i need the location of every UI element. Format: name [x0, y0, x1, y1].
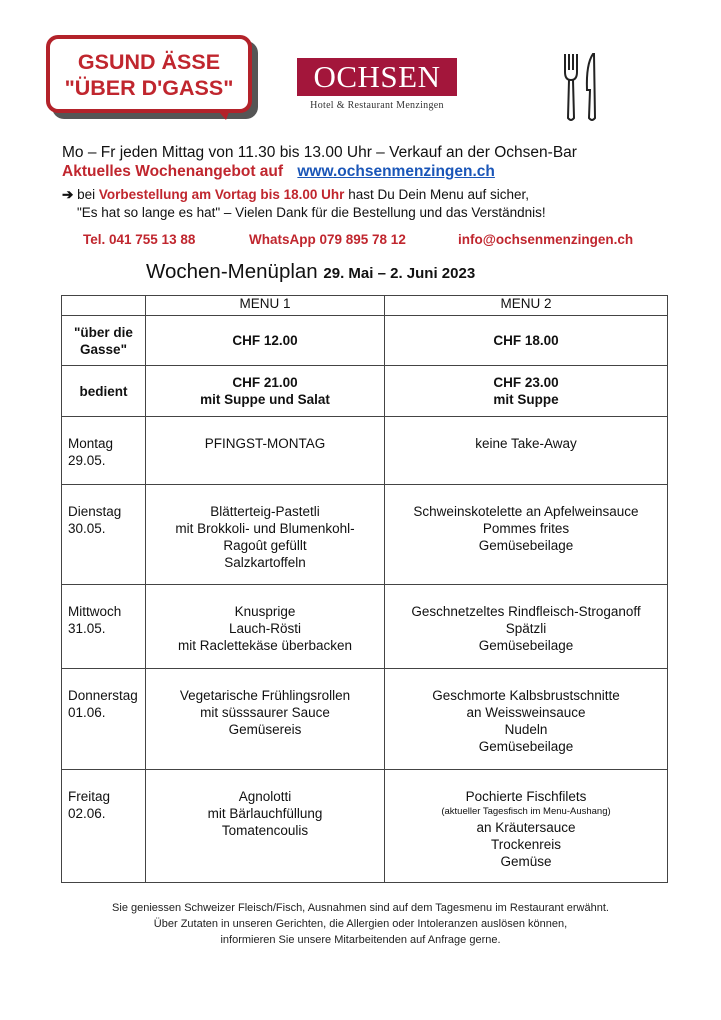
price-menu1 [146, 316, 385, 366]
ochsen-logo: OCHSEN [297, 58, 457, 96]
price-line: CHF 18.00 [493, 333, 559, 348]
header-empty [62, 296, 146, 316]
menu1-cell [146, 585, 385, 669]
day-cell [62, 669, 146, 770]
table-row [62, 417, 668, 485]
meal-line: Gemüsebeilage [478, 638, 574, 653]
header-menu2: MENU 2 [385, 296, 668, 316]
meal-line: mit Brokkoli- und Blumenkohl- [175, 521, 355, 536]
meal-line: Gemüsebeilage [478, 538, 574, 553]
meal-line: Geschnetzeltes Rindfleisch-Stroganoff [411, 604, 641, 619]
menu2-cell [385, 770, 668, 883]
day-cell [62, 770, 146, 883]
price-row-served [62, 366, 668, 417]
meal-line: Geschmorte Kalbsbrustschnitte [432, 688, 620, 703]
meal-line: mit süsssaurer Sauce [200, 705, 330, 720]
price-line: mit Suppe [493, 392, 559, 407]
menu2-cell [385, 485, 668, 585]
price-label: bedient [62, 366, 146, 417]
day-name: Dienstag [68, 504, 122, 519]
menu1-cell [146, 417, 385, 485]
price-label: "über die Gasse" [62, 316, 146, 366]
meal-line: mit Raclettekäse überbacken [177, 638, 353, 653]
menu2-cell [385, 669, 668, 770]
website-link[interactable]: www.ochsenmenzingen.ch [297, 163, 495, 180]
gsund-badge [46, 35, 252, 113]
footer-note [0, 900, 721, 948]
meal-line: an Weissweinsauce [466, 705, 586, 720]
menu-table [61, 295, 668, 883]
table-row [62, 770, 668, 883]
footer-line: Sie geniessen Schweizer Fleisch/Fisch, Ausnahmen sind auf dem Tagesmenu im Restaurant erwähnt. [112, 902, 609, 914]
meal-line: Knusprige [234, 604, 296, 619]
title-main: Wochen-Menüplan [146, 260, 318, 283]
day-cell [62, 585, 146, 669]
day-date: 30.05. [68, 521, 106, 536]
meal-line: Salzkartoffeln [224, 555, 306, 570]
day-cell [62, 485, 146, 585]
preorder-prefix: bei [77, 187, 99, 202]
title-dates: 29. Mai – 2. Juni 2023 [323, 265, 476, 282]
meal-line: Pochierte Fischfilets [465, 789, 587, 804]
badge-line1: GSUND ÄSSE [77, 50, 221, 74]
preorder-line [62, 187, 529, 203]
meal-line: Ragoût gefüllt [223, 538, 307, 553]
day-date: 29.05. [68, 453, 106, 468]
badge-line2: "ÜBER D'GASS" [64, 76, 234, 100]
meal-line: Gemüsebeilage [478, 739, 574, 754]
meal-line: Schweinskotelette an Apfelweinsauce [413, 504, 639, 519]
opening-hours: Mo – Fr jeden Mittag von 11.30 bis 13.00 Uhr – Verkauf an der Ochsen-Bar [62, 144, 577, 161]
header-menu1: MENU 1 [146, 296, 385, 316]
meal-line: Gemüse [500, 854, 552, 869]
day-name: Mittwoch [68, 604, 122, 619]
menu2-cell [385, 585, 668, 669]
day-name: Montag [68, 436, 114, 451]
meal-line: Spätzli [505, 621, 547, 636]
footer-line: informieren Sie unsere Mitarbeitenden auf Anfrage gerne. [220, 934, 501, 946]
day-date: 01.06. [68, 705, 106, 720]
day-name: Freitag [68, 789, 111, 804]
table-header-row [62, 296, 668, 316]
price-menu1 [146, 366, 385, 417]
phone-number[interactable]: Tel. 041 755 13 88 [83, 232, 196, 247]
table-row [62, 669, 668, 770]
menu1-cell [146, 485, 385, 585]
meal-line: Trockenreis [490, 837, 562, 852]
thanks-line: "Es hat so lange es hat" – Vielen Dank für die Bestellung und das Verständnis! [77, 205, 546, 220]
preorder-suffix: hast Du Dein Menu auf sicher, [344, 187, 530, 202]
menu1-cell [146, 770, 385, 883]
page-title [146, 260, 475, 284]
meal-line: PFINGST-MONTAG [204, 436, 326, 451]
meal-line: Gemüsereis [228, 722, 302, 737]
meal-line: Lauch-Rösti [228, 621, 302, 636]
day-date: 31.05. [68, 621, 106, 636]
price-row-takeaway [62, 316, 668, 366]
day-date: 02.06. [68, 806, 106, 821]
meal-line: Vegetarische Frühlingsrollen [179, 688, 351, 703]
arrow-right-icon: ➔ [62, 187, 74, 202]
meal-line: Agnolotti [238, 789, 292, 804]
price-line: CHF 21.00 [232, 375, 298, 390]
table-row [62, 485, 668, 585]
price-menu2 [385, 316, 668, 366]
price-line: mit Suppe und Salat [200, 392, 330, 407]
meal-line: Nudeln [504, 722, 548, 737]
price-line: CHF 23.00 [493, 375, 559, 390]
meal-line: Tomatencoulis [221, 823, 309, 838]
meal-line: Pommes frites [482, 521, 570, 536]
preorder-highlight: Vorbestellung am Vortag bis 18.00 Uhr [98, 187, 345, 202]
price-menu2 [385, 366, 668, 417]
weekly-offer-line [62, 163, 495, 181]
meal-line: keine Take-Away [475, 436, 577, 451]
whatsapp-number[interactable]: WhatsApp 079 895 78 12 [249, 232, 406, 247]
meal-line: mit Bärlauchfüllung [207, 806, 323, 821]
day-name: Donnerstag [68, 688, 138, 703]
meal-line: Blätterteig-Pastetli [210, 504, 320, 519]
email-address[interactable]: info@ochsenmenzingen.ch [458, 232, 634, 247]
table-row [62, 585, 668, 669]
weekly-offer-text: Aktuelles Wochenangebot auf [62, 163, 284, 180]
menu2-cell [385, 417, 668, 485]
footer-line: Über Zutaten in unseren Gerichten, die Allergien oder Intoleranzen auslösen können, [153, 918, 568, 930]
price-line: CHF 12.00 [232, 333, 298, 348]
fork-knife-icon [560, 52, 602, 124]
day-cell [62, 417, 146, 485]
meal-note: (aktueller Tagesfisch im Menu-Aushang) [441, 806, 611, 817]
menu1-cell [146, 669, 385, 770]
logo-subtitle: Hotel & Restaurant Menzingen [310, 100, 444, 111]
meal-line: an Kräutersauce [476, 820, 576, 835]
